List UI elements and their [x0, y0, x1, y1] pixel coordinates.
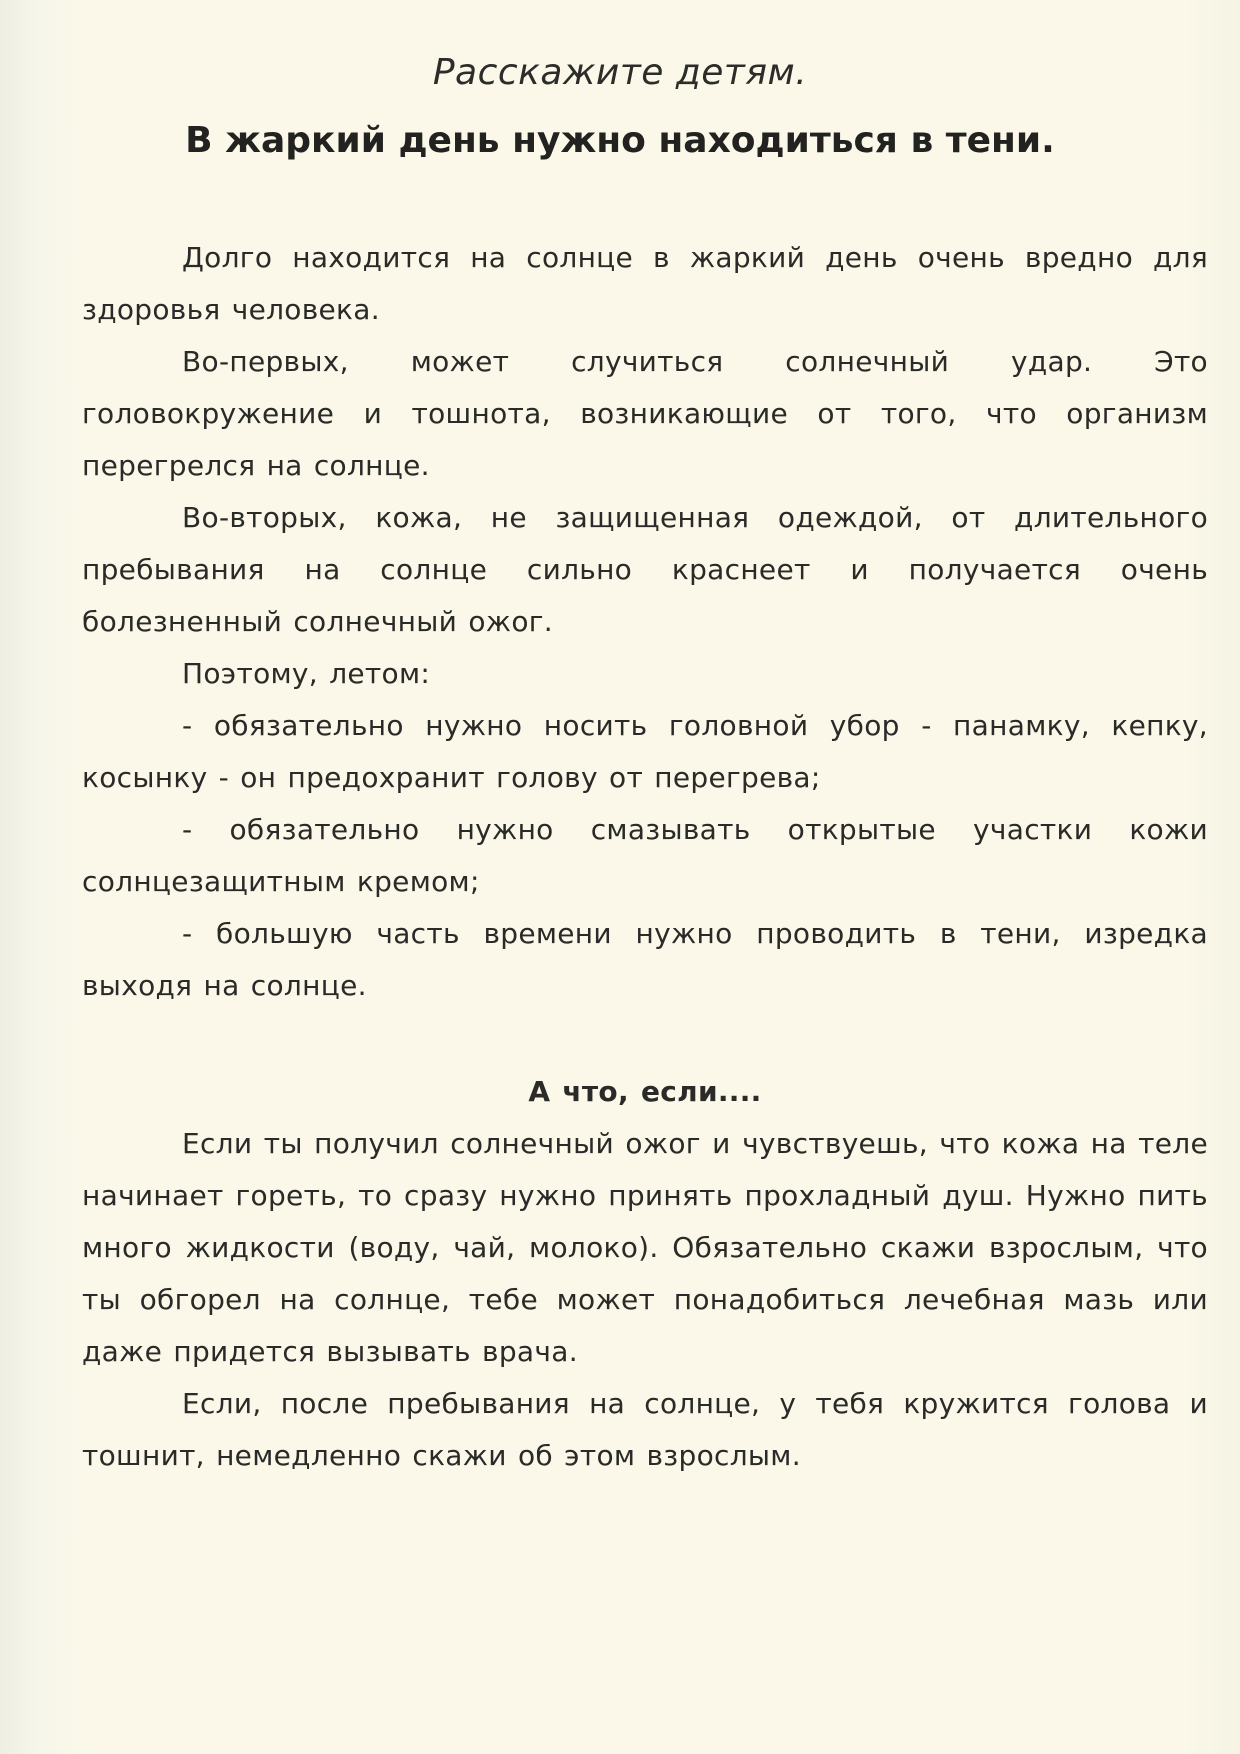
paragraph-therefore: Поэтому, летом:: [182, 657, 431, 690]
paragraph-sunburn: Во-вторых, кожа, не защищенная одеждой, от длительного пребывания на солнце сильно краснеет и получается очень болезненный солнечный ожог.: [82, 501, 1208, 638]
page-title: В жаркий день нужно находиться в тени.: [185, 120, 1055, 161]
paragraph-sunstroke: Во-первых, может случиться солнечный удар. Это головокружение и тошнота, возникающие от того, что организм перегрелся на солнце.: [82, 345, 1208, 482]
list-item-headwear: - обязательно нужно носить головной убор - панамку, кепку, косынку - он предохранит голову от перегрева;: [82, 709, 1208, 794]
paragraph-if-burned: Если ты получил солнечный ожог и чувствуешь, что кожа на теле начинает гореть, то сразу нужно принять прохладный душ. Нужно пить много жидкости (воду, чай, молоко). Обязательно скажи взрослым, что ты обгорел на солнце, тебе может понадобиться лечебная мазь или даже придется вызывать врача.: [82, 1127, 1208, 1368]
list-item-shade: - большую часть времени нужно проводить в тени, изредка выходя на солнце.: [82, 917, 1208, 1002]
paragraph-intro: Долго находится на солнце в жаркий день очень вредно для здоровья человека.: [82, 241, 1208, 326]
list-item-sunscreen: - обязательно нужно смазывать открытые участки кожи солнцезащитным кремом;: [82, 813, 1208, 898]
page-subtitle: Расскажите детям.: [432, 52, 808, 93]
section-heading: А что, если....: [528, 1075, 762, 1108]
document-body: [82, 232, 1208, 1482]
paragraph-if-dizzy: Если, после пребывания на солнце, у тебя кружится голова и тошнит, немедленно скажи об этом взрослым.: [82, 1387, 1208, 1472]
